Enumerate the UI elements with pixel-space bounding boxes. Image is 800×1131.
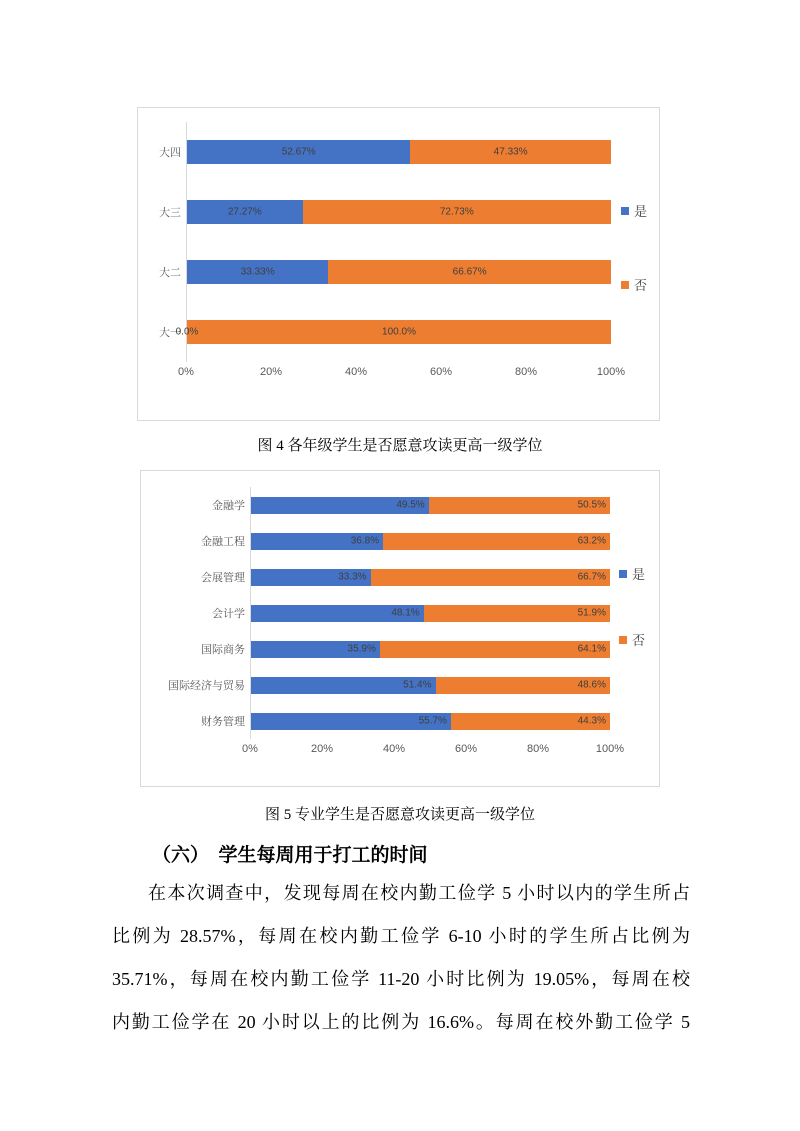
- bar-segment-是: [187, 140, 410, 164]
- figure5-chart: [140, 470, 660, 787]
- value-label: 33.33%: [240, 266, 275, 278]
- legend-swatch-no-icon: [621, 281, 629, 289]
- legend-label-no: 否: [634, 278, 648, 293]
- category-label: 金融工程: [201, 536, 245, 548]
- stacked-bar: [175, 320, 611, 344]
- legend-item-yes: [619, 564, 645, 583]
- paragraph-line: 比例为 28.57%，每周在校内勤工俭学 6-10 小时的学生所占比例为: [112, 926, 690, 946]
- x-axis-tick: 60%: [454, 743, 478, 755]
- stacked-bar: [251, 497, 610, 514]
- bar-row: [159, 242, 611, 302]
- bar-row: [201, 559, 610, 595]
- legend-swatch-no-icon: [619, 636, 627, 644]
- category-label: 大三: [159, 207, 181, 219]
- bar-row: [201, 703, 610, 739]
- bar-row: [159, 182, 611, 242]
- figure5-plot-area: [168, 487, 610, 739]
- x-axis-tick: 0%: [178, 366, 194, 378]
- figure5-x-axis: [242, 743, 625, 757]
- bar-segment-否: [303, 200, 611, 224]
- legend-label-yes: 是: [632, 567, 646, 582]
- value-label: 72.73%: [439, 206, 474, 218]
- x-axis-tick: 40%: [382, 743, 406, 755]
- bar-row: [159, 122, 611, 182]
- bar-segment-是: [251, 497, 429, 514]
- value-label: 27.27%: [227, 206, 262, 218]
- stacked-bar: [251, 533, 610, 550]
- x-axis-tick: 60%: [429, 366, 453, 378]
- legend-item-yes: [621, 201, 647, 220]
- bar-segment-是: [251, 533, 383, 550]
- bar-segment-否: [371, 569, 610, 586]
- bar-segment-否: [451, 713, 610, 730]
- x-axis-tick: 0%: [242, 743, 258, 755]
- category-label: 会计学: [212, 608, 245, 620]
- value-label: 51.4%: [403, 679, 432, 691]
- x-axis-tick: 80%: [514, 366, 538, 378]
- legend-item-no: [621, 275, 647, 294]
- paragraph-line: 在本次调查中，发现每周在校内勤工俭学 5 小时以内的学生所占: [148, 883, 690, 903]
- value-label: 55.7%: [418, 715, 447, 727]
- bar-segment-否: [328, 260, 611, 284]
- stacked-bar: [187, 260, 611, 284]
- stacked-bar: [251, 569, 610, 586]
- bar-segment-否: [424, 605, 610, 622]
- x-axis-tick: 20%: [259, 366, 283, 378]
- value-label: 100.0%: [382, 326, 416, 338]
- legend-item-no: [619, 630, 645, 649]
- value-label: 48.1%: [391, 607, 420, 619]
- bar-row: [168, 667, 610, 703]
- bar-segment-是: [251, 713, 451, 730]
- bar-segment-否: [187, 320, 611, 344]
- bar-segment-否: [380, 641, 610, 658]
- bar-segment-否: [410, 140, 611, 164]
- value-label: 51.9%: [577, 607, 606, 619]
- value-label: 0.0%: [175, 326, 199, 338]
- bar-segment-是: [251, 569, 371, 586]
- bar-row: [201, 631, 610, 667]
- stacked-bar: [251, 605, 610, 622]
- value-label: 50.5%: [577, 499, 606, 511]
- paragraph-line: 35.71%，每周在校内勤工俭学 11-20 小时比例为 19.05%，每周在校: [112, 969, 690, 989]
- value-label: 33.3%: [338, 571, 367, 583]
- x-axis-tick: 100%: [596, 366, 626, 378]
- figure5-caption: 图 5 专业学生是否愿意攻读更高一级学位: [264, 807, 535, 823]
- value-label: 66.67%: [452, 266, 487, 278]
- value-label: 64.1%: [577, 643, 606, 655]
- stacked-bar: [187, 200, 611, 224]
- value-label: 66.7%: [577, 571, 606, 583]
- value-label: 35.9%: [347, 643, 376, 655]
- figure4-x-axis: [178, 366, 626, 380]
- value-label: 63.2%: [577, 535, 606, 547]
- bar-segment-是: [251, 641, 380, 658]
- bar-row: [212, 487, 610, 523]
- bar-segment-否: [383, 533, 610, 550]
- figure4-chart: [137, 107, 660, 421]
- legend-swatch-yes-icon: [619, 570, 627, 578]
- category-label: 大一: [159, 327, 181, 339]
- bar-segment-否: [429, 497, 610, 514]
- x-axis-tick: 80%: [526, 743, 550, 755]
- figure4-caption: 图 4 各年级学生是否愿意攻读更高一级学位: [257, 438, 543, 454]
- value-label: 52.67%: [281, 146, 316, 158]
- bar-segment-否: [436, 677, 610, 694]
- stacked-bar: [251, 641, 610, 658]
- value-label: 36.8%: [350, 535, 380, 547]
- category-label: 会展管理: [201, 572, 245, 584]
- bar-segment-是: [187, 200, 303, 224]
- body-paragraph: [112, 872, 690, 1044]
- x-axis-tick: 100%: [595, 743, 625, 755]
- x-axis-tick: 20%: [310, 743, 334, 755]
- bar-row: [201, 523, 610, 559]
- legend-label-yes: 是: [634, 204, 648, 219]
- category-label: 大四: [159, 147, 181, 159]
- bar-row: [212, 595, 610, 631]
- category-label: 国际商务: [201, 644, 245, 656]
- legend-label-no: 否: [632, 633, 646, 648]
- bar-segment-是: [251, 605, 424, 622]
- category-label: 金融学: [212, 500, 245, 512]
- figure4-plot-area: [159, 122, 611, 362]
- category-label: 财务管理: [201, 716, 245, 728]
- value-label: 48.6%: [577, 679, 606, 691]
- value-label: 49.5%: [396, 499, 425, 511]
- stacked-bar: [187, 140, 611, 164]
- x-axis-tick: 40%: [344, 366, 368, 378]
- value-label: 47.33%: [493, 146, 528, 158]
- stacked-bar: [251, 677, 610, 694]
- bar-row: [159, 302, 611, 362]
- section-heading: （六） 学生每周用于打工的时间: [152, 845, 428, 866]
- value-label: 44.3%: [577, 715, 606, 727]
- stacked-bar: [251, 713, 610, 730]
- paragraph-line: 内勤工俭学在 20 小时以上的比例为 16.6%。每周在校外勤工俭学 5: [112, 1012, 690, 1032]
- bar-segment-是: [251, 677, 436, 694]
- legend-swatch-yes-icon: [621, 207, 629, 215]
- bar-segment-是: [187, 260, 328, 284]
- category-label: 大二: [159, 267, 181, 279]
- category-label: 国际经济与贸易: [168, 680, 245, 692]
